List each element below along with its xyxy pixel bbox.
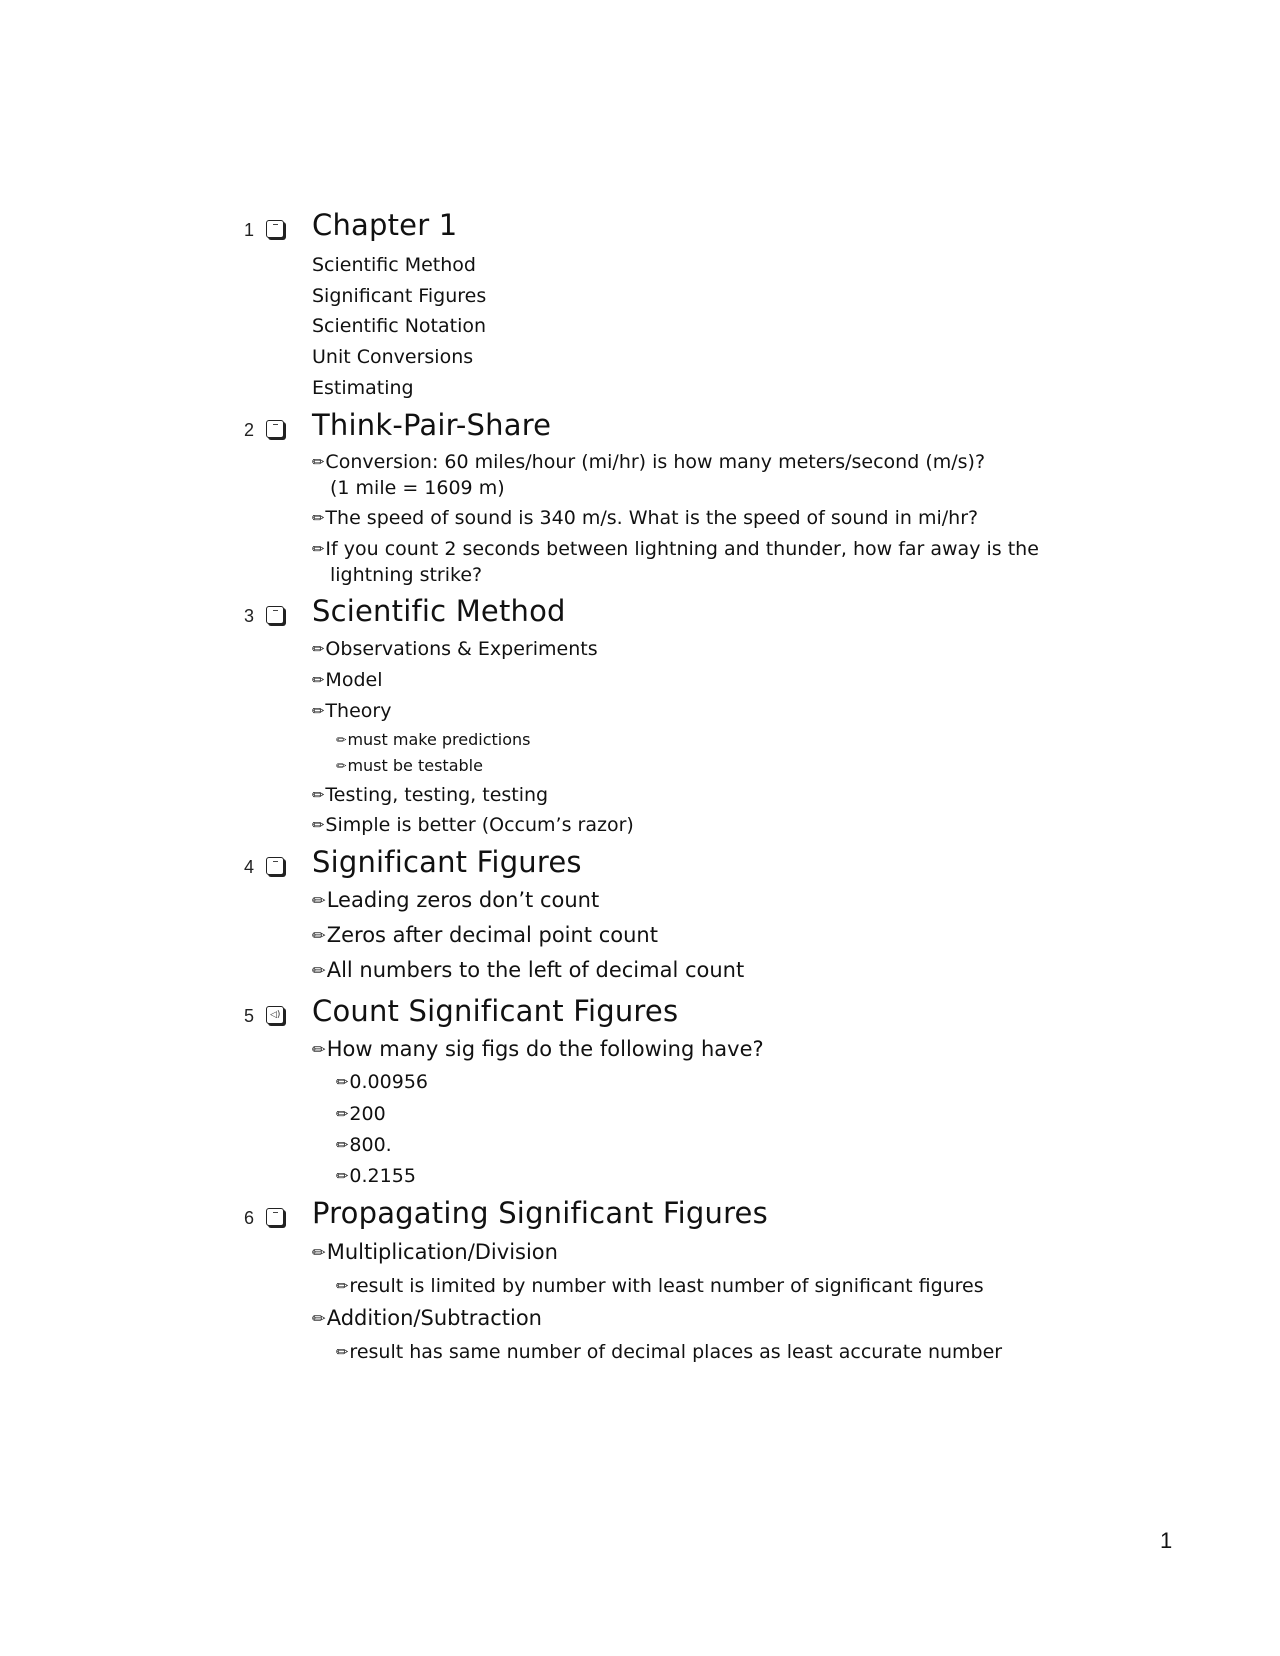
list-item: ✏Conversion: 60 miles/hour (mi/hr) is how many meters/second (m/s)?	[312, 451, 986, 473]
sub-list-item: ✏0.2155	[336, 1165, 416, 1187]
pencil-bullet-icon: ✏	[336, 1278, 349, 1295]
pencil-bullet-icon: ✏	[312, 541, 325, 558]
pencil-bullet-icon: ✏	[312, 891, 326, 910]
list-item: ✏Observations & Experiments	[312, 638, 598, 660]
pencil-bullet-icon: ✏	[336, 1074, 349, 1091]
list-item: Significant Figures	[312, 285, 487, 307]
pencil-bullet-icon: ✏	[336, 758, 347, 773]
list-item: Scientific Method	[312, 254, 476, 276]
pencil-bullet-icon: ✏	[312, 510, 325, 527]
sub-list-item: ✏result is limited by number with least number of significant figures	[336, 1275, 984, 1297]
slide-title: Chapter 1	[312, 208, 458, 242]
pencil-bullet-icon: ✏	[336, 732, 347, 747]
slide-title: Think-Pair-Share	[312, 408, 552, 442]
pencil-bullet-icon: ✏	[312, 1309, 326, 1328]
slide-number: 3	[244, 606, 255, 626]
list-item: ✏Testing, testing, testing	[312, 784, 549, 806]
pencil-bullet-icon: ✏	[312, 672, 325, 689]
list-item: Unit Conversions	[312, 346, 474, 368]
sub-list-item: ✏must be testable	[336, 756, 483, 775]
slide-title: Count Significant Figures	[312, 994, 679, 1028]
sub-list-item: ✏0.00956	[336, 1071, 428, 1093]
sound-icon: ◁)	[266, 1006, 284, 1024]
list-item: Estimating	[312, 377, 414, 399]
slide-number: 2	[244, 420, 255, 440]
pencil-bullet-icon: ✏	[312, 454, 325, 471]
pencil-bullet-icon: ✏	[312, 641, 325, 658]
slide-number: 5	[244, 1006, 255, 1026]
list-item: Scientific Notation	[312, 315, 487, 337]
pencil-bullet-icon: ✏	[312, 703, 325, 720]
note-icon	[266, 420, 284, 438]
list-item: ✏Theory	[312, 700, 392, 722]
slide-title: Scientific Method	[312, 594, 566, 628]
list-item: ✏Leading zeros don’t count	[312, 888, 600, 912]
list-item-continuation: (1 mile = 1609 m)	[330, 477, 505, 499]
pencil-bullet-icon: ✏	[312, 961, 326, 980]
slide-title: Propagating Significant Figures	[312, 1196, 768, 1230]
note-icon	[266, 220, 284, 238]
list-item: ✏Addition/Subtraction	[312, 1306, 542, 1330]
list-item: ✏Multiplication/Division	[312, 1240, 558, 1264]
list-item: ✏Simple is better (Occum’s razor)	[312, 814, 634, 836]
pencil-bullet-icon: ✏	[312, 1243, 326, 1262]
note-icon	[266, 857, 284, 875]
list-item: ✏If you count 2 seconds between lightning and thunder, how far away is the	[312, 538, 1039, 560]
pencil-bullet-icon: ✏	[336, 1344, 349, 1361]
pencil-bullet-icon: ✏	[312, 926, 326, 945]
pencil-bullet-icon: ✏	[312, 817, 325, 834]
pencil-bullet-icon: ✏	[312, 787, 325, 804]
list-item: ✏All numbers to the left of decimal count	[312, 958, 745, 982]
note-icon	[266, 606, 284, 624]
slide-number: 1	[244, 220, 255, 240]
note-icon	[266, 1208, 284, 1226]
page-number: 1	[1160, 1528, 1173, 1553]
slide-number: 4	[244, 857, 255, 877]
sub-list-item: ✏result has same number of decimal places as least accurate number	[336, 1341, 1003, 1363]
sub-list-item: ✏must make predictions	[336, 730, 531, 749]
pencil-bullet-icon: ✏	[336, 1168, 349, 1185]
sub-list-item: ✏200	[336, 1103, 386, 1125]
pencil-bullet-icon: ✏	[336, 1137, 349, 1154]
list-item: ✏Zeros after decimal point count	[312, 923, 658, 947]
slide-number: 6	[244, 1208, 255, 1228]
list-item-continuation: lightning strike?	[330, 564, 483, 586]
slide-title: Significant Figures	[312, 845, 582, 879]
sub-list-item: ✏800.	[336, 1134, 392, 1156]
list-item: ✏Model	[312, 669, 383, 691]
pencil-bullet-icon: ✏	[336, 1106, 349, 1123]
pencil-bullet-icon: ✏	[312, 1040, 326, 1059]
list-item: ✏The speed of sound is 340 m/s. What is the speed of sound in mi/hr?	[312, 507, 979, 529]
list-item: ✏How many sig figs do the following have?	[312, 1037, 764, 1061]
